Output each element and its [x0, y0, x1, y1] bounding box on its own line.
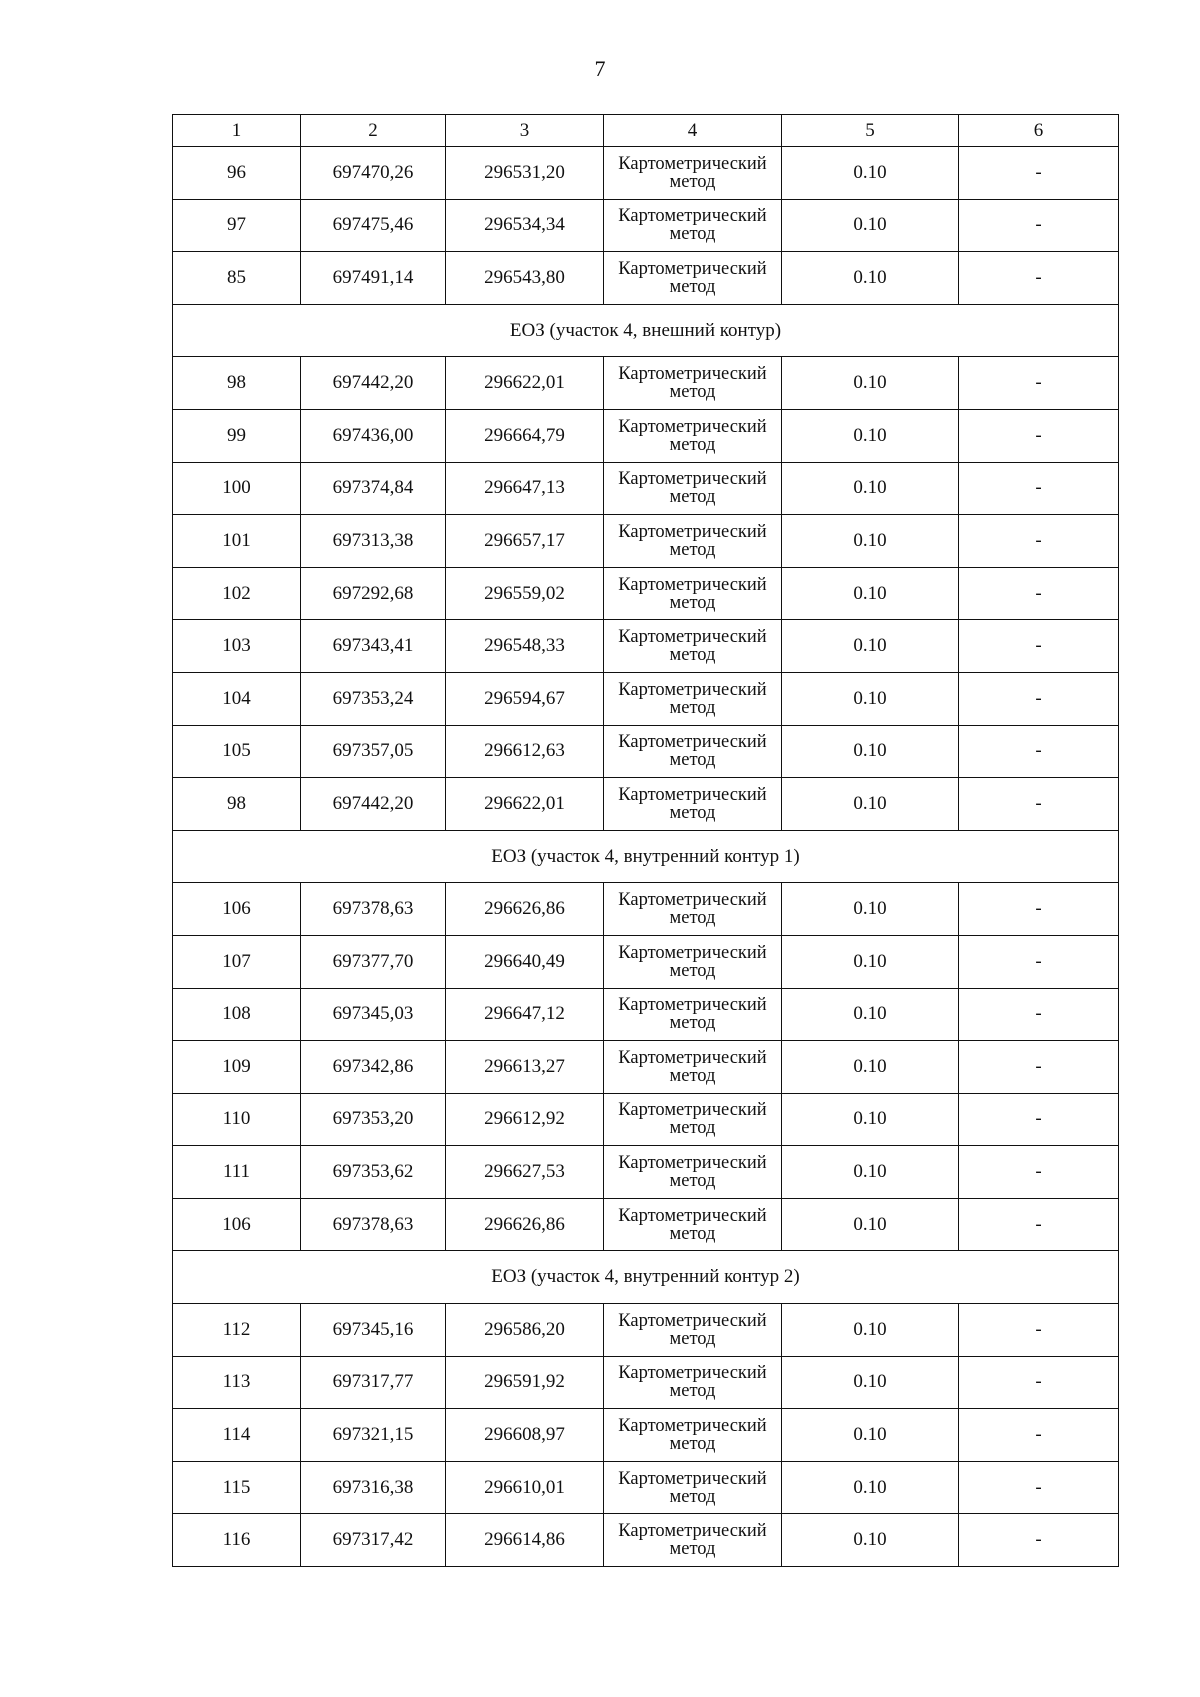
method-cell: Картометрический метод — [604, 1041, 782, 1094]
table-row — [173, 567, 1119, 620]
method-cell: Картометрический метод — [604, 725, 782, 778]
point-number-cell: 104 — [173, 672, 301, 725]
table-row — [173, 147, 1119, 200]
x-coordinate-cell: 697343,41 — [301, 620, 446, 673]
accuracy-cell: 0.10 — [782, 725, 959, 778]
accuracy-cell: 0.10 — [782, 1356, 959, 1409]
table-row — [173, 1409, 1119, 1462]
accuracy-cell: 0.10 — [782, 1409, 959, 1462]
table-row — [173, 672, 1119, 725]
point-number-cell: 106 — [173, 1198, 301, 1251]
description-cell: - — [959, 1514, 1119, 1567]
method-cell: Картометрический метод — [604, 1093, 782, 1146]
table-row — [173, 1093, 1119, 1146]
y-coordinate-cell: 296534,34 — [446, 199, 604, 252]
accuracy-cell: 0.10 — [782, 409, 959, 462]
y-coordinate-cell: 296647,13 — [446, 462, 604, 515]
point-number-cell: 113 — [173, 1356, 301, 1409]
accuracy-cell: 0.10 — [782, 1146, 959, 1199]
section-title: ЕОЗ (участок 4, внутренний контур 1) — [173, 830, 1119, 883]
table-row — [173, 199, 1119, 252]
x-coordinate-cell: 697378,63 — [301, 1198, 446, 1251]
description-cell: - — [959, 1093, 1119, 1146]
x-coordinate-cell: 697470,26 — [301, 147, 446, 200]
y-coordinate-cell: 296612,92 — [446, 1093, 604, 1146]
accuracy-cell: 0.10 — [782, 1041, 959, 1094]
description-cell: - — [959, 515, 1119, 568]
y-coordinate-cell: 296614,86 — [446, 1514, 604, 1567]
x-coordinate-cell: 697353,62 — [301, 1146, 446, 1199]
description-cell: - — [959, 409, 1119, 462]
accuracy-cell: 0.10 — [782, 147, 959, 200]
point-number-cell: 99 — [173, 409, 301, 462]
method-cell: Картометрический метод — [604, 357, 782, 410]
description-cell: - — [959, 1461, 1119, 1514]
table-row — [173, 1356, 1119, 1409]
accuracy-cell: 0.10 — [782, 883, 959, 936]
point-number-cell: 85 — [173, 252, 301, 305]
section-title: ЕОЗ (участок 4, внутренний контур 2) — [173, 1251, 1119, 1304]
method-cell: Картометрический метод — [604, 515, 782, 568]
description-cell: - — [959, 988, 1119, 1041]
table-row — [173, 252, 1119, 305]
y-coordinate-cell: 296613,27 — [446, 1041, 604, 1094]
section-row — [173, 1251, 1119, 1304]
x-coordinate-cell: 697317,42 — [301, 1514, 446, 1567]
y-coordinate-cell: 296559,02 — [446, 567, 604, 620]
x-coordinate-cell: 697357,05 — [301, 725, 446, 778]
x-coordinate-cell: 697292,68 — [301, 567, 446, 620]
header-cell-1: 1 — [173, 115, 301, 147]
method-cell: Картометрический метод — [604, 778, 782, 831]
y-coordinate-cell: 296548,33 — [446, 620, 604, 673]
x-coordinate-cell: 697475,46 — [301, 199, 446, 252]
accuracy-cell: 0.10 — [782, 357, 959, 410]
accuracy-cell: 0.10 — [782, 462, 959, 515]
accuracy-cell: 0.10 — [782, 1198, 959, 1251]
description-cell: - — [959, 1198, 1119, 1251]
x-coordinate-cell: 697345,03 — [301, 988, 446, 1041]
description-cell: - — [959, 778, 1119, 831]
point-number-cell: 112 — [173, 1304, 301, 1357]
x-coordinate-cell: 697491,14 — [301, 252, 446, 305]
method-cell: Картометрический метод — [604, 409, 782, 462]
header-row — [173, 115, 1119, 147]
x-coordinate-cell: 697353,20 — [301, 1093, 446, 1146]
y-coordinate-cell: 296627,53 — [446, 1146, 604, 1199]
x-coordinate-cell: 697342,86 — [301, 1041, 446, 1094]
x-coordinate-cell: 697436,00 — [301, 409, 446, 462]
y-coordinate-cell: 296647,12 — [446, 988, 604, 1041]
table-row — [173, 883, 1119, 936]
accuracy-cell: 0.10 — [782, 199, 959, 252]
description-cell: - — [959, 252, 1119, 305]
section-title: ЕОЗ (участок 4, внешний контур) — [173, 304, 1119, 357]
method-cell: Картометрический метод — [604, 620, 782, 673]
point-number-cell: 105 — [173, 725, 301, 778]
point-number-cell: 96 — [173, 147, 301, 200]
table-row — [173, 409, 1119, 462]
accuracy-cell: 0.10 — [782, 1304, 959, 1357]
point-number-cell: 100 — [173, 462, 301, 515]
header-cell-6: 6 — [959, 115, 1119, 147]
description-cell: - — [959, 935, 1119, 988]
table-row — [173, 1146, 1119, 1199]
description-cell: - — [959, 1356, 1119, 1409]
description-cell: - — [959, 725, 1119, 778]
accuracy-cell: 0.10 — [782, 252, 959, 305]
table-row — [173, 988, 1119, 1041]
point-number-cell: 98 — [173, 778, 301, 831]
x-coordinate-cell: 697374,84 — [301, 462, 446, 515]
accuracy-cell: 0.10 — [782, 567, 959, 620]
y-coordinate-cell: 296612,63 — [446, 725, 604, 778]
x-coordinate-cell: 697317,77 — [301, 1356, 446, 1409]
page-number: 7 — [594, 56, 606, 81]
method-cell: Картометрический метод — [604, 462, 782, 515]
point-number-cell: 98 — [173, 357, 301, 410]
section-row — [173, 304, 1119, 357]
y-coordinate-cell: 296657,17 — [446, 515, 604, 568]
point-number-cell: 103 — [173, 620, 301, 673]
method-cell: Картометрический метод — [604, 1198, 782, 1251]
y-coordinate-cell: 296608,97 — [446, 1409, 604, 1462]
accuracy-cell: 0.10 — [782, 778, 959, 831]
method-cell: Картометрический метод — [604, 935, 782, 988]
description-cell: - — [959, 567, 1119, 620]
y-coordinate-cell: 296531,20 — [446, 147, 604, 200]
accuracy-cell: 0.10 — [782, 1514, 959, 1567]
y-coordinate-cell: 296543,80 — [446, 252, 604, 305]
y-coordinate-cell: 296591,92 — [446, 1356, 604, 1409]
point-number-cell: 97 — [173, 199, 301, 252]
method-cell: Картометрический метод — [604, 1356, 782, 1409]
table-body — [173, 115, 1119, 1567]
point-number-cell: 109 — [173, 1041, 301, 1094]
description-cell: - — [959, 199, 1119, 252]
table-row — [173, 1041, 1119, 1094]
method-cell: Картометрический метод — [604, 1461, 782, 1514]
description-cell: - — [959, 462, 1119, 515]
method-cell: Картометрический метод — [604, 252, 782, 305]
table-row — [173, 935, 1119, 988]
y-coordinate-cell: 296594,67 — [446, 672, 604, 725]
point-number-cell: 107 — [173, 935, 301, 988]
method-cell: Картометрический метод — [604, 147, 782, 200]
point-number-cell: 110 — [173, 1093, 301, 1146]
method-cell: Картометрический метод — [604, 988, 782, 1041]
description-cell: - — [959, 1409, 1119, 1462]
point-number-cell: 102 — [173, 567, 301, 620]
x-coordinate-cell: 697442,20 — [301, 778, 446, 831]
point-number-cell: 111 — [173, 1146, 301, 1199]
point-number-cell: 108 — [173, 988, 301, 1041]
description-cell: - — [959, 1146, 1119, 1199]
accuracy-cell: 0.10 — [782, 988, 959, 1041]
point-number-cell: 101 — [173, 515, 301, 568]
y-coordinate-cell: 296586,20 — [446, 1304, 604, 1357]
table-row — [173, 620, 1119, 673]
method-cell: Картометрический метод — [604, 199, 782, 252]
x-coordinate-cell: 697313,38 — [301, 515, 446, 568]
accuracy-cell: 0.10 — [782, 1093, 959, 1146]
accuracy-cell: 0.10 — [782, 1461, 959, 1514]
x-coordinate-cell: 697353,24 — [301, 672, 446, 725]
table-row — [173, 1461, 1119, 1514]
x-coordinate-cell: 697316,38 — [301, 1461, 446, 1514]
accuracy-cell: 0.10 — [782, 620, 959, 673]
table-row — [173, 462, 1119, 515]
table-row — [173, 357, 1119, 410]
y-coordinate-cell: 296622,01 — [446, 778, 604, 831]
header-cell-5: 5 — [782, 115, 959, 147]
point-number-cell: 106 — [173, 883, 301, 936]
header-cell-4: 4 — [604, 115, 782, 147]
x-coordinate-cell: 697345,16 — [301, 1304, 446, 1357]
table-row — [173, 1304, 1119, 1357]
point-number-cell: 116 — [173, 1514, 301, 1567]
method-cell: Картометрический метод — [604, 1304, 782, 1357]
description-cell: - — [959, 672, 1119, 725]
x-coordinate-cell: 697377,70 — [301, 935, 446, 988]
table-row — [173, 725, 1119, 778]
table-row — [173, 515, 1119, 568]
description-cell: - — [959, 1304, 1119, 1357]
coordinates-table — [172, 114, 1119, 1567]
x-coordinate-cell: 697378,63 — [301, 883, 446, 936]
method-cell: Картометрический метод — [604, 1409, 782, 1462]
description-cell: - — [959, 620, 1119, 673]
table-row — [173, 1198, 1119, 1251]
accuracy-cell: 0.10 — [782, 515, 959, 568]
y-coordinate-cell: 296664,79 — [446, 409, 604, 462]
method-cell: Картометрический метод — [604, 672, 782, 725]
section-row — [173, 830, 1119, 883]
y-coordinate-cell: 296640,49 — [446, 935, 604, 988]
description-cell: - — [959, 357, 1119, 410]
method-cell: Картометрический метод — [604, 567, 782, 620]
header-cell-2: 2 — [301, 115, 446, 147]
point-number-cell: 115 — [173, 1461, 301, 1514]
header-cell-3: 3 — [446, 115, 604, 147]
method-cell: Картометрический метод — [604, 883, 782, 936]
point-number-cell: 114 — [173, 1409, 301, 1462]
table-row — [173, 1514, 1119, 1567]
description-cell: - — [959, 1041, 1119, 1094]
description-cell: - — [959, 883, 1119, 936]
table-row — [173, 778, 1119, 831]
y-coordinate-cell: 296622,01 — [446, 357, 604, 410]
y-coordinate-cell: 296626,86 — [446, 883, 604, 936]
accuracy-cell: 0.10 — [782, 935, 959, 988]
description-cell: - — [959, 147, 1119, 200]
y-coordinate-cell: 296610,01 — [446, 1461, 604, 1514]
x-coordinate-cell: 697442,20 — [301, 357, 446, 410]
accuracy-cell: 0.10 — [782, 672, 959, 725]
x-coordinate-cell: 697321,15 — [301, 1409, 446, 1462]
method-cell: Картометрический метод — [604, 1514, 782, 1567]
y-coordinate-cell: 296626,86 — [446, 1198, 604, 1251]
method-cell: Картометрический метод — [604, 1146, 782, 1199]
